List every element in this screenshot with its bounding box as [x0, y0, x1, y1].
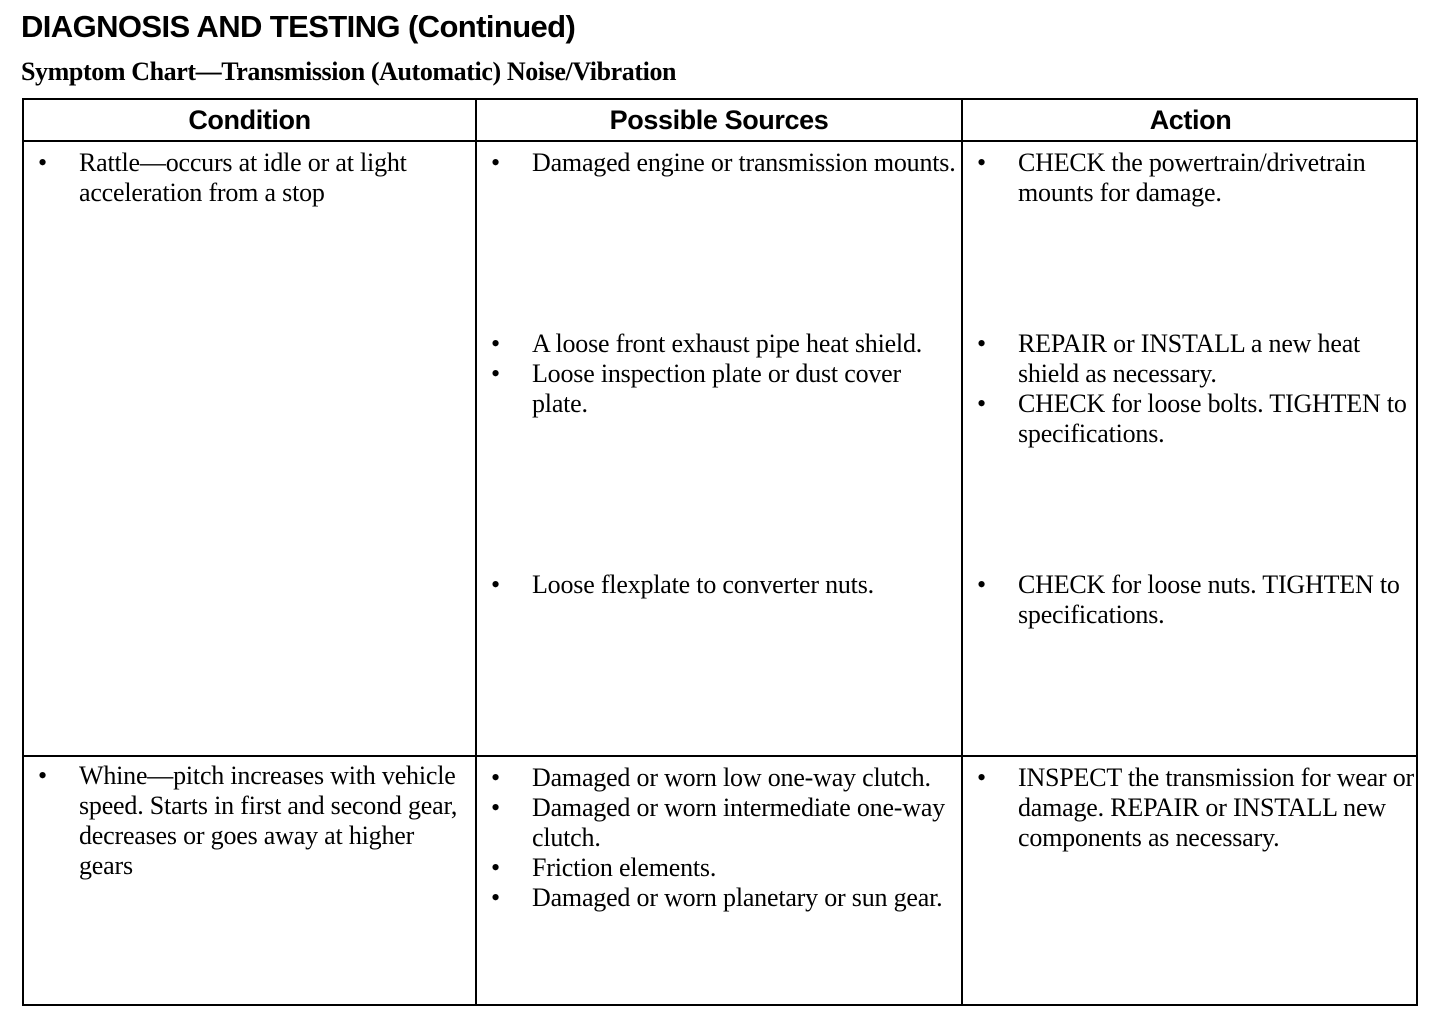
bullet-icon: • [491, 329, 500, 358]
list-item [963, 329, 1415, 389]
page-title: DIAGNOSIS AND TESTING (Continued) [21, 9, 576, 44]
source-text: Damaged or worn intermediate one-way clutch. [532, 793, 945, 852]
list-item [477, 329, 957, 359]
row-divider [24, 755, 1416, 757]
header-action: Action [1149, 104, 1232, 135]
list-item [477, 763, 957, 793]
bullet-icon: • [491, 763, 500, 792]
source-text: Damaged engine or transmission mounts. [532, 148, 956, 177]
bullet-icon: • [977, 570, 986, 599]
bullet-icon: • [977, 148, 986, 177]
header-divider [24, 140, 1416, 142]
condition-cell-rattle [24, 148, 469, 208]
source-group [477, 570, 957, 600]
action-group [963, 148, 1415, 208]
source-text: Loose inspection plate or dust cover plate. [532, 359, 901, 418]
list-item [24, 148, 469, 208]
actions-cell-rattle [963, 148, 1415, 748]
bullet-icon: • [977, 329, 986, 358]
list-item [477, 570, 957, 600]
source-text: Loose flexplate to converter nuts. [532, 570, 874, 599]
condition-text: Whine—pitch increases with vehicle speed. Starts in first and second gear, decreases or goes away at higher gears [79, 761, 458, 880]
bullet-icon: • [977, 389, 986, 418]
bullet-icon: • [491, 148, 500, 177]
action-group [963, 570, 1415, 630]
action-text: REPAIR or INSTALL a new heat shield as necessary. [1018, 329, 1361, 388]
bullet-icon: • [491, 570, 500, 599]
sources-cell-whine [477, 763, 957, 913]
sources-cell-rattle [477, 148, 957, 748]
chart-subtitle: Symptom Chart—Transmission (Automatic) Noise/Vibration [21, 57, 677, 86]
condition-cell-whine [24, 761, 469, 881]
bullet-icon: • [977, 763, 986, 792]
symptom-chart-table [22, 98, 1418, 1006]
list-item [477, 883, 957, 913]
source-text: Damaged or worn low one-way clutch. [532, 763, 931, 792]
bullet-icon: • [38, 761, 47, 790]
action-group [963, 329, 1415, 449]
list-item [963, 389, 1415, 449]
list-item [963, 763, 1415, 853]
list-item [24, 761, 469, 881]
list-item [963, 148, 1415, 208]
source-group [477, 148, 957, 178]
source-text: Friction elements. [532, 853, 717, 882]
header-possible-sources: Possible Sources [609, 104, 829, 135]
source-text: A loose front exhaust pipe heat shield. [532, 329, 923, 358]
bullet-icon: • [491, 793, 500, 822]
action-text: CHECK for loose bolts. TIGHTEN to specifications. [1018, 389, 1407, 448]
source-text: Damaged or worn planetary or sun gear. [532, 883, 943, 912]
list-item [477, 148, 957, 178]
bullet-icon: • [38, 148, 47, 177]
actions-cell-whine [963, 763, 1415, 853]
list-item [477, 853, 957, 883]
header-condition: Condition [188, 104, 311, 135]
bullet-icon: • [491, 883, 500, 912]
source-group [477, 329, 957, 419]
list-item [477, 793, 957, 853]
list-item [477, 359, 957, 419]
action-text: INSPECT the transmission for wear or damage. REPAIR or INSTALL new components as necessary. [1018, 763, 1414, 852]
action-text: CHECK for loose nuts. TIGHTEN to specifications. [1018, 570, 1400, 629]
bullet-icon: • [491, 359, 500, 388]
action-text: CHECK the powertrain/drivetrain mounts for damage. [1018, 148, 1366, 207]
condition-text: Rattle—occurs at idle or at light acceleration from a stop [79, 148, 407, 207]
list-item [963, 570, 1415, 630]
bullet-icon: • [491, 853, 500, 882]
